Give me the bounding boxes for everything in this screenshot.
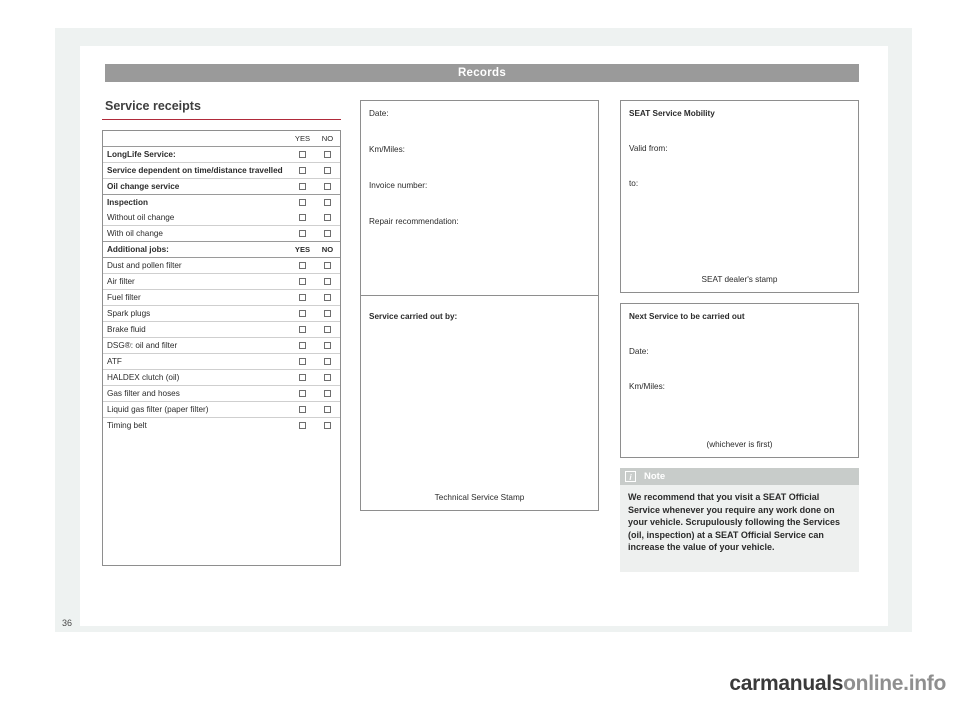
row-label: LongLife Service: (103, 147, 290, 163)
checkbox-icon[interactable] (324, 278, 331, 285)
table-row (103, 322, 340, 338)
table-row (103, 418, 340, 434)
checkbox-yes[interactable] (290, 306, 315, 322)
valid-to-label: to: (629, 179, 639, 188)
checkbox-icon[interactable] (324, 262, 331, 269)
checkbox-no[interactable] (315, 322, 340, 338)
checkbox-yes[interactable] (290, 258, 315, 274)
column-header-yes: YES (290, 131, 315, 147)
row-label: Spark plugs (103, 306, 290, 322)
checkbox-no[interactable] (315, 210, 340, 226)
table-row (103, 210, 340, 226)
checkbox-yes[interactable] (290, 163, 315, 179)
service-checklist-table (102, 130, 341, 566)
table-row (103, 306, 340, 322)
checkbox-yes[interactable] (290, 402, 315, 418)
checkbox-icon[interactable] (324, 199, 331, 206)
checkbox-icon[interactable] (299, 230, 306, 237)
checkbox-icon[interactable] (299, 342, 306, 349)
checkbox-yes[interactable] (290, 274, 315, 290)
table-header-row (103, 131, 340, 147)
checkbox-icon[interactable] (299, 262, 306, 269)
checkbox-icon[interactable] (324, 390, 331, 397)
page-number: 36 (62, 618, 73, 628)
checkbox-yes[interactable] (290, 354, 315, 370)
checkbox-yes[interactable] (290, 179, 315, 195)
service-details-box (360, 100, 599, 296)
table-row (103, 147, 340, 163)
additional-jobs-header-row (103, 242, 340, 258)
table-row (103, 195, 340, 211)
checkbox-no[interactable] (315, 386, 340, 402)
table-row (103, 338, 340, 354)
row-label: Dust and pollen filter (103, 258, 290, 274)
row-label: Timing belt (107, 421, 147, 430)
checkbox-no[interactable] (315, 147, 340, 163)
checkbox-icon[interactable] (299, 214, 306, 221)
checkbox-icon[interactable] (299, 390, 306, 397)
checkbox-icon[interactable] (299, 310, 306, 317)
note-body-text: We recommend that you visit a SEAT Official Service whenever you require any work done on your vehicle. Scrupulously following the Services (oil, inspection) at a SEAT Official Service can increase the value of your vehicle. (620, 485, 859, 572)
column-header-no: NO (315, 131, 340, 147)
checkbox-icon[interactable] (324, 151, 331, 158)
next-service-km-miles-label: Km/Miles: (629, 382, 665, 391)
table-row (103, 402, 340, 418)
whichever-is-first-note: (whichever is first) (706, 440, 773, 449)
checkbox-no[interactable] (315, 354, 340, 370)
checkbox-yes[interactable] (290, 210, 315, 226)
checkbox-no[interactable] (315, 274, 340, 290)
checkbox-icon[interactable] (324, 326, 331, 333)
checkbox-icon[interactable] (299, 278, 306, 285)
checkbox-icon[interactable] (299, 199, 306, 206)
row-label: HALDEX clutch (oil) (103, 370, 290, 386)
table-row (103, 290, 340, 306)
next-service-date-label: Date: (629, 347, 649, 356)
row-label: Inspection (107, 198, 148, 207)
checkbox-no[interactable] (315, 163, 340, 179)
table-row (103, 370, 340, 386)
checkbox-yes[interactable] (290, 195, 315, 211)
table-row (103, 386, 340, 402)
checkbox-icon[interactable] (324, 358, 331, 365)
column-header-yes: YES (290, 242, 315, 258)
checkbox-no[interactable] (315, 226, 340, 242)
table-row (103, 274, 340, 290)
checkbox-yes[interactable] (290, 290, 315, 306)
page-header-title: Records (105, 64, 859, 82)
note-title: Note (644, 471, 666, 482)
row-label: Without oil change (103, 210, 290, 226)
checkbox-icon[interactable] (299, 358, 306, 365)
seat-service-mobility-box (620, 100, 859, 293)
checkbox-yes[interactable] (290, 147, 315, 163)
checkbox-icon[interactable] (324, 406, 331, 413)
row-label: Fuel filter (103, 290, 290, 306)
row-label: DSG®: oil and filter (103, 338, 290, 354)
table-row (103, 258, 340, 274)
checkbox-yes[interactable] (290, 386, 315, 402)
table-row (103, 179, 340, 195)
checkbox-icon[interactable] (324, 422, 331, 429)
next-service-box (620, 303, 859, 458)
seat-dealer-stamp-label: SEAT dealer's stamp (701, 275, 778, 284)
service-carried-out-title: Service carried out by: (369, 312, 458, 322)
checkbox-no[interactable] (315, 306, 340, 322)
checkbox-icon[interactable] (299, 406, 306, 413)
checkbox-no[interactable] (315, 195, 340, 211)
checkbox-icon[interactable] (299, 151, 306, 158)
row-label: With oil change (103, 226, 290, 242)
invoice-number-field-label: Invoice number: (369, 181, 428, 190)
checkbox-icon[interactable] (299, 294, 306, 301)
row-label: Brake fluid (103, 322, 290, 338)
row-label: Liquid gas filter (paper filter) (103, 402, 290, 418)
info-icon: i (625, 471, 636, 482)
watermark (0, 672, 960, 696)
checkbox-icon[interactable] (299, 422, 306, 429)
checkbox-icon[interactable] (324, 310, 331, 317)
checkbox-icon[interactable] (324, 214, 331, 221)
checkbox-icon[interactable] (324, 183, 331, 190)
repair-recommendation-field-label: Repair recommendation: (369, 217, 459, 226)
checkbox-icon[interactable] (324, 167, 331, 174)
checkbox-no[interactable] (315, 402, 340, 418)
table-row (103, 163, 340, 179)
additional-jobs-label: Additional jobs: (103, 242, 290, 258)
note-header (620, 468, 859, 485)
technical-service-stamp-label: Technical Service Stamp (434, 493, 525, 502)
watermark-secondary: online.info (843, 672, 946, 695)
row-label: ATF (103, 354, 290, 370)
checkbox-icon[interactable] (299, 326, 306, 333)
checkbox-icon[interactable] (324, 342, 331, 349)
checkbox-icon[interactable] (324, 374, 331, 381)
valid-from-label: Valid from: (629, 144, 668, 153)
table-row (103, 354, 340, 370)
checkbox-no[interactable] (315, 418, 340, 434)
date-field-label: Date: (369, 109, 389, 118)
checkbox-yes[interactable] (290, 418, 315, 434)
checkbox-icon[interactable] (299, 183, 306, 190)
section-title-underline (102, 119, 341, 120)
checkbox-yes[interactable] (290, 370, 315, 386)
section-title: Service receipts (105, 99, 201, 113)
row-label: Air filter (103, 274, 290, 290)
table-row (103, 226, 340, 242)
checkbox-no[interactable] (315, 258, 340, 274)
watermark-primary: carmanuals (729, 672, 844, 695)
checkbox-yes[interactable] (290, 322, 315, 338)
checkbox-no[interactable] (315, 179, 340, 195)
row-label: Service dependent on time/distance travelled (103, 163, 290, 179)
checkbox-icon[interactable] (299, 374, 306, 381)
column-header-no: NO (315, 242, 340, 258)
checkbox-icon[interactable] (299, 167, 306, 174)
checkbox-icon[interactable] (324, 230, 331, 237)
checkbox-no[interactable] (315, 370, 340, 386)
checkbox-no[interactable] (315, 290, 340, 306)
checkbox-yes[interactable] (290, 338, 315, 354)
checkbox-no[interactable] (315, 338, 340, 354)
row-label: Gas filter and hoses (103, 386, 290, 402)
checkbox-icon[interactable] (324, 294, 331, 301)
mobility-title: SEAT Service Mobility (629, 109, 715, 118)
next-service-title: Next Service to be carried out (629, 312, 745, 321)
km-miles-field-label: Km/Miles: (369, 145, 405, 154)
service-carried-out-box (360, 296, 599, 511)
checkbox-yes[interactable] (290, 226, 315, 242)
row-label: Oil change service (103, 179, 290, 195)
